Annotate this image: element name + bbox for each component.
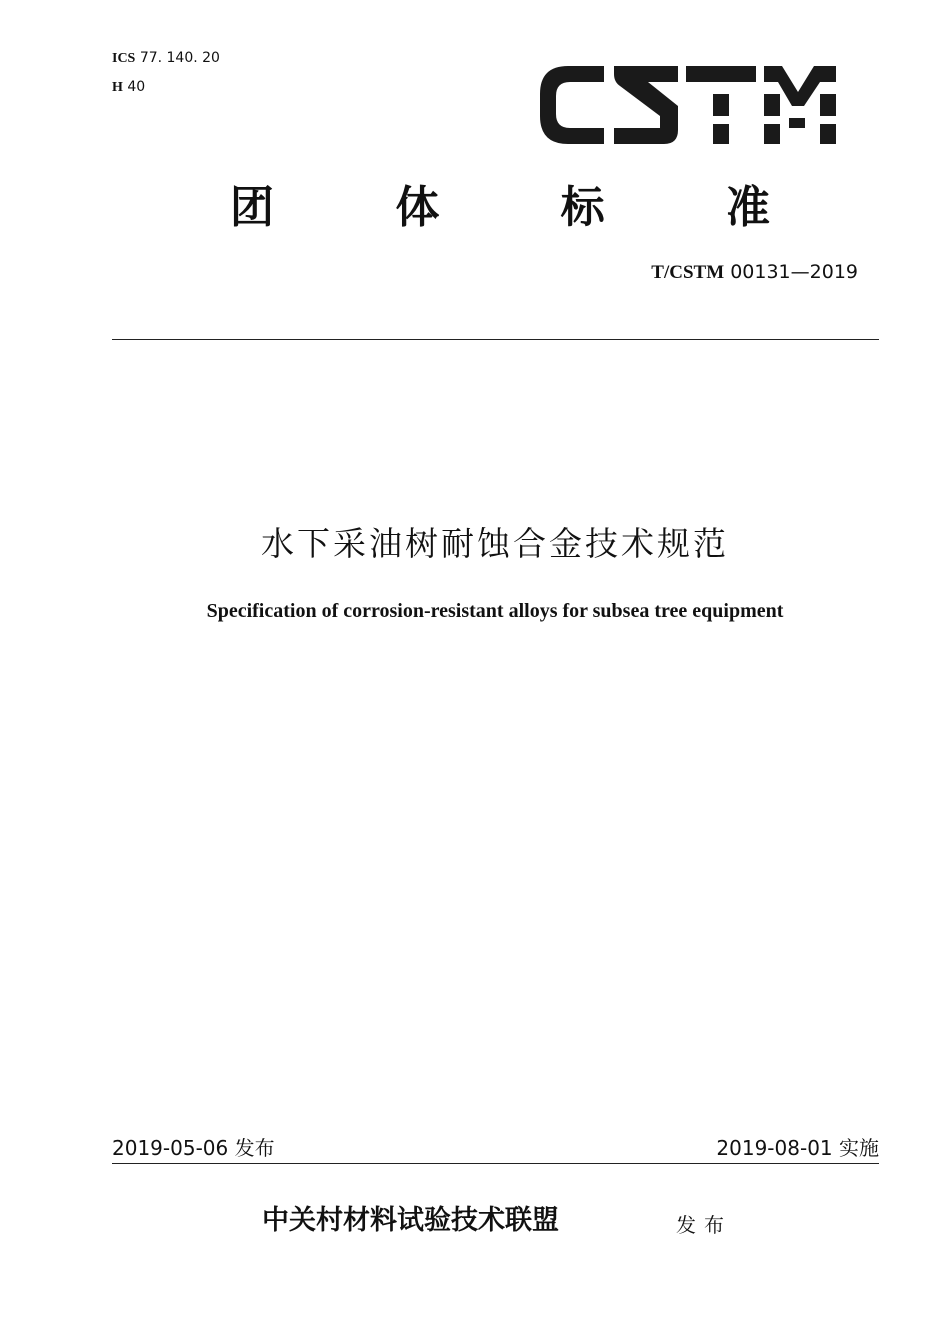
standard-type-char: 准 [725, 182, 770, 233]
cstm-logo [538, 64, 838, 148]
bottom-divider [112, 1163, 879, 1164]
standard-number [651, 258, 858, 287]
standard-number-prefix: T/CSTM [651, 262, 725, 283]
standard-number-value: 00131—2019 [730, 261, 858, 283]
issue-date: 2019-05-06 发布 [112, 1136, 275, 1160]
implementation-date: 2019-08-01 实施 [716, 1136, 879, 1160]
ccs-value: 40 [127, 79, 146, 95]
standard-type-char: 体 [395, 182, 440, 233]
document-title-zh: 水下采油树耐蚀合金技术规范 [261, 524, 729, 563]
top-divider [112, 339, 879, 340]
publisher-name: 中关村材料试验技术联盟 [262, 1205, 559, 1236]
standard-type-heading [230, 180, 770, 236]
document-title-en: Specification of corrosion-resistant alloys for subsea tree equipment [206, 600, 784, 622]
ics-value: 77. 140. 20 [139, 50, 220, 66]
standard-type-char: 团 [230, 182, 274, 233]
ccs-line [112, 73, 220, 102]
publish-label: 发布 [676, 1213, 732, 1237]
ccs-label: H [112, 80, 123, 95]
classification-block [112, 44, 220, 102]
ics-line [112, 44, 220, 73]
ics-label: ICS [112, 51, 136, 66]
standard-type-char: 标 [560, 182, 605, 233]
